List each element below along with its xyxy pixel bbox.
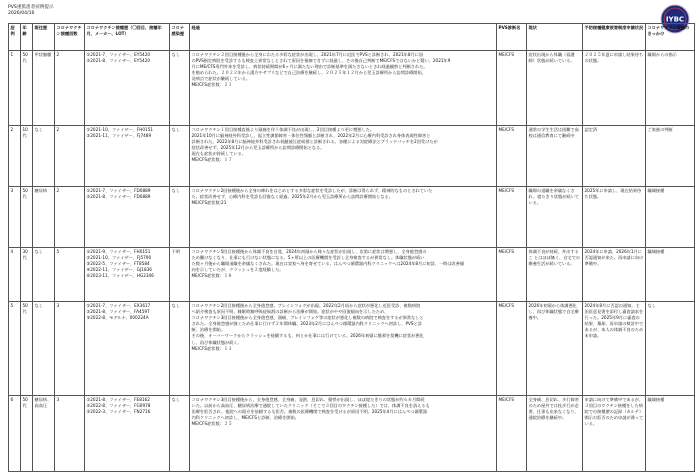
column-header: コロナワクチン接種回数 — [55, 24, 85, 51]
vaccination-history-cell-line: ①2021-7、ファイザー、EY5420 — [86, 52, 151, 57]
table-body — [9, 51, 695, 472]
vaccination-trigger-cell: 職域接種 — [646, 187, 695, 248]
column-header: 現状 — [527, 24, 583, 51]
relief-claim-status-cell: 申請に向けて準備中であるが、３回目のワクチン接種をした病院での接種歴の記録（カルテ）開示の拒否のため申請が滞っている。 — [583, 396, 646, 472]
medical-history-cell: 糖尿病、高血圧 — [33, 396, 55, 472]
clinical-course-cell — [190, 126, 497, 187]
document-date: 2026/04/16 — [8, 11, 35, 16]
clinical-course-cell — [190, 396, 497, 472]
infection-history-cell: なし — [170, 396, 190, 472]
relief-claim-status-cell: 2024年に申請、2026年1月に否認通知が来た。再申請に向け準備中。 — [583, 248, 646, 302]
vaccination-trigger-cell: ご家族の判断 — [646, 126, 695, 187]
clinical-course-cell-line: 現在も症状が持続している。 — [191, 151, 246, 157]
clinical-course-cell-line: コロナワクチン2回接種後から全身の痺れをはじめとする多彩な症状を受診したが、診断は得られず、精神的なものとされていた — [191, 188, 433, 193]
age-cell: 50代 — [21, 302, 33, 396]
clinical-course-cell-line: 症状改善せず、2025年12月から児玉診療所から訪問診療開始となる。 — [191, 145, 325, 151]
case-number-cell: 2 — [9, 126, 21, 187]
case-number-cell: 5 — [9, 302, 21, 396]
clinical-course-cell-line: コロナワクチン3回目接種後から全身倦怠感、頭痛、ブレインフォグ等の症状が悪化し複数の病院で検査をするが異常なしと — [191, 315, 424, 321]
clinical-course-cell-line: ME/CFS症状数：１７ — [191, 157, 233, 163]
relief-claim-status-cell: ２０２５年夏に申請し結果待ちの状態。 — [583, 51, 646, 126]
age-cell: 50代 — [21, 51, 33, 126]
document-title: PVS重篤患者症例提示 — [8, 5, 54, 10]
clinical-course-cell-line: ME/CFS症状数:21 — [191, 200, 227, 206]
vaccination-history-cell-line: ①2021-7、ファイザー、EX3617 — [86, 303, 151, 308]
clinical-course-cell-line: ME/CFS症状数：２５ — [191, 421, 233, 427]
table-row — [9, 396, 695, 472]
age-cell: 50代 — [21, 187, 33, 248]
case-number-cell: 1 — [9, 51, 21, 126]
pvs-diagnosis-cell: ME/CFS — [497, 396, 527, 472]
table-row — [9, 187, 695, 248]
vaccination-history-cell-line: ①2021-8、ファイザー、FE8162 — [86, 397, 150, 402]
vaccination-history-cell — [85, 302, 170, 396]
clinical-course-cell-line: 治療を拒否され、他院への紹介を依頼するも拒否。複数の医療機関で検査を受けるが原因不明。2025年4月にはんぺつ循環器 — [191, 409, 427, 415]
column-header: 症例 — [9, 24, 21, 51]
medical-history-cell: なし — [33, 248, 55, 302]
vaccination-trigger-cell: 職域接種 — [646, 396, 695, 472]
current-status-cell: 職場の退職を余儀なくされ、寝たきり状態が続いている。 — [527, 187, 583, 248]
clinical-course-cell-line: 月にME/CFS専門外来を受診し、病状持続期間が6ヶ月に満たない理由で診断基準を満たさないとされ経過観察と判断された。 — [191, 64, 428, 70]
vaccination-history-cell — [85, 248, 170, 302]
column-header: コロナワクチン接種歴（〇回目、接種年月、メーカー、LOT） — [85, 24, 170, 51]
case-number-cell: 4 — [9, 248, 21, 302]
case-number-cell: 6 — [9, 396, 21, 472]
column-header: 年齢 — [21, 24, 33, 51]
vaccination-history-cell-line: ②2022-8、ファイザー、FG0978 — [86, 403, 151, 409]
clinical-course-cell-line: コロナワクチン2回目接種後から全身倦怠感、ブレインフォグが出現。2022年2月頃から症状が悪化し近医受診、複数病院 — [191, 303, 421, 308]
relief-claim-status-cell: 認定済 — [583, 126, 646, 187]
column-header: 予防接種健康被害制度申請状況 — [583, 24, 646, 51]
clinical-course-cell — [190, 187, 497, 248]
vaccination-trigger-cell: 職域接種 — [646, 248, 695, 302]
current-status-cell: 全身痛、息切れ、歩行障害のため屋外では杖歩行が必要、仕事も出来なくなり、通院治療を継続中。 — [527, 396, 583, 472]
clinical-course-cell-line: 診断された。2022年8月に脳神経外科受診され低髄液圧症候群と診断される。各種による対症療法とブラッドパッチを2回受けたが — [191, 139, 438, 145]
vaccination-history-cell — [85, 126, 170, 187]
clinical-course-cell-line: コロナワクチン5回目接種後から体調不良を自覚、2024年初頭から様々な症状が出現し、次第に症状は増悪し、全身倦怠感の — [191, 249, 427, 254]
infection-history-cell: なし — [170, 51, 190, 126]
clinical-course-cell-line: ME/CFS症状数：１８ — [191, 273, 233, 279]
clinical-course-cell-line: ME/CFS症状数：２１ — [191, 82, 233, 88]
vaccination-history-cell-line: ②2021-8、ファイザー、FA4597 — [86, 309, 150, 315]
case-number-cell: 3 — [9, 187, 21, 248]
vaccination-trigger-cell: なし — [646, 302, 695, 396]
pvs-diagnosis-cell: ME/CFS — [497, 51, 527, 126]
vaccination-history-cell-line: ②2021-8、ファイザー、EY5420 — [86, 58, 151, 64]
pvs-diagnosis-cell: ME/CFS — [497, 302, 527, 396]
clinical-course-cell-line: へ紹介検査も原因不明、睡眠時無呼吸症候群の診断から治療が開始。症状がやや回復傾向を示したため、 — [191, 309, 389, 315]
clinical-course-cell-line: た数ヶ月後から職場退職を余儀なくされた。現在は実家へ身を寄せている。はんぺつ循環器内科クリニックへは2024年8月に初診、一時は改善傾 — [191, 261, 465, 267]
dose-count-cell: 2 — [55, 51, 85, 126]
infection-history-cell: 不明 — [170, 248, 190, 302]
vaccination-history-cell-line: ④2022-11、ファイザー、GJ1836 — [86, 267, 152, 273]
vaccination-history-cell-line: ⑤2023-11、ファイザー、HG2346 — [86, 273, 154, 279]
case-table — [8, 23, 695, 472]
pvs-diagnosis-cell: ME/CFS — [497, 248, 527, 302]
clinical-course-cell-line: のPVS指定病院を受診するも検査上異常なしとされて原因を指摘できずに経過し、その後自己判断でME/CFSではないかと疑い、2021年9 — [191, 58, 451, 64]
dose-count-cell: 2 — [55, 187, 85, 248]
age-cell: 10代 — [21, 126, 33, 187]
age-cell: 50代 — [21, 396, 33, 472]
vaccination-history-cell-line: ③2022-3、ファイザー、FN2716 — [86, 409, 151, 415]
infection-history-cell: なし — [170, 302, 190, 396]
table-header-row — [9, 24, 695, 51]
clinical-course-cell-line: た。症状改善せず、心療内科を受診も回復なく経過。2025年2月から児玉診療所から訪問診療開始となる。 — [191, 194, 393, 200]
age-cell: 30代 — [21, 248, 33, 302]
current-status-cell: 2026年初頭から体調悪化し、再び休職状態で自宅療養中。 — [527, 302, 583, 396]
clinical-course-cell-line: 発病点で症状が継続している。 — [191, 76, 251, 82]
clinical-course-cell-line: 断、治療を開始。 — [191, 327, 226, 333]
logo-text: IYBC — [665, 15, 685, 24]
column-header: コロナ感染歴 — [170, 24, 190, 51]
clinical-course-cell-line: コロナワクチン２回目接種後から全身にわたる多彩な症状が出現し、2021年7月に近医でPVSと診断され、2021年8月に国 — [191, 52, 424, 57]
vaccination-history-cell-line: ③2022-5、ファイザー、FT8584 — [86, 261, 150, 267]
clinical-course-cell-line: コロナワクチン3回目接種後から、全身倦怠感、全身痛、発熱、息切れ、動悸が出現し、ほぼ寝たきりの状態が約６カ月間続 — [191, 397, 425, 402]
dose-count-cell: 5 — [55, 248, 85, 302]
pvs-diagnosis-cell: ME/CFS — [497, 187, 527, 248]
clinical-course-cell-line: 向を示していたが、クラッシュを２度経験した。 — [191, 267, 284, 273]
vaccination-trigger-cell: 職場からの指示 — [646, 51, 695, 126]
clinical-course-cell-line: その後、オーバーワークからクラッシュを経験するも、何とか仕事には行けている。2026年初頭に風邪を契機に症状が悪化 — [191, 333, 424, 339]
infection-history-cell: なし — [170, 187, 190, 248]
table-row — [9, 126, 695, 187]
vaccination-history-cell-line: ②2021-8、ファイザー、FD0889 — [86, 194, 151, 200]
clinical-course-cell-line: 2021年10月に脳神経外科受診し、起立性調節障害・体位性頻脈と診断され、2022年2月に心療内科受診され身体表現性障害と — [191, 133, 431, 139]
vaccination-history-cell-line: ②2021-11、ファイザー、FJ7489 — [86, 133, 152, 139]
vaccination-history-cell — [85, 51, 170, 126]
clinical-course-cell-line: いた。以前から高血圧、糖尿病治療で通院していたクリニック（そこで３回目のワクチン接種した）では、体調不良を訴えるも — [191, 403, 430, 409]
vaccination-history-cell — [85, 187, 170, 248]
clinical-course-cell — [190, 302, 497, 396]
column-header: 経過 — [190, 24, 497, 51]
dose-count-cell: 3 — [55, 302, 85, 396]
column-header: コロナワクチン接種のきっかけ — [646, 24, 695, 51]
table-row — [9, 248, 695, 302]
clinical-course-cell-line: ME/CFS症状数：１３ — [191, 345, 233, 351]
vaccination-history-cell-line: ②2021-10、ファイザー、FJ5790 — [86, 255, 152, 261]
relief-claim-status-cell: 2024年8月に否認の通知。主治医意見書を添付し審査請求を行った。2025年9月に審査の結果、棄却。再申請の検討中であるが、本人の体調不良のため未申請。 — [583, 302, 646, 396]
dose-count-cell: 3 — [55, 396, 85, 472]
pvs-diagnosis-cell: ME/CFS — [497, 126, 527, 187]
clinical-course-cell-line: された。全身倦怠感が強くため仕事に行けず２年間休職。2023年2月にはんぺつ循環器内科クリニックへ初診し、PVSと診 — [191, 321, 422, 327]
infection-history-cell: なし — [170, 126, 190, 187]
clinical-course-cell-line: ため働けなくなり、仕事にも行けない状態になる。5ヶ所以上の医療機関を受診し全身検査するが異常なし。休職状態が続い — [191, 255, 425, 261]
document-header — [8, 5, 54, 17]
vaccination-history-cell-line: ①2021-9、ファイザー、FH0151 — [86, 249, 151, 254]
dose-count-cell: 2 — [55, 126, 85, 187]
clinical-course-cell — [190, 51, 497, 126]
relief-claim-status-cell: 2025年に申請し、現在結果待ち状態。 — [583, 187, 646, 248]
column-header: 既往歴 — [33, 24, 55, 51]
current-status-cell: 体調不良が持続、外出するこ とはほぼ無く、自宅での療養生活が続いている。 — [527, 248, 583, 302]
clinical-course-cell — [190, 248, 497, 302]
vaccination-history-cell-line: ①2021-7、ファイザー、FD0889 — [86, 188, 151, 193]
vaccination-history-cell-line: ③2022-8、モデルナ、000224A — [86, 315, 149, 321]
medical-history-cell: 甲状腺腫 — [33, 51, 55, 126]
vaccination-history-cell — [85, 396, 170, 472]
vaccination-history-cell-line: ①2021-10、ファイザー、FH0151 — [86, 127, 154, 132]
clinical-course-cell-line: 内科クリニックへ初診し、ME/CFSと診断、治療を開始。 — [191, 415, 299, 421]
clinical-course-cell-line: し、再び休職状態が続く。 — [191, 339, 242, 345]
current-status-cell: 症状出現から休職（看護師）状態が続いている。 — [527, 51, 583, 126]
clinical-course-cell-line: コロナワクチン１回目接種直後より頭痛を伴う体調不良が出現し、2回目接種より更に増悪した。 — [191, 127, 375, 132]
table-row — [9, 302, 695, 396]
clinical-course-cell-line: を勧められた。２０２２年から漢方やサプリなどで自己治療を継続し、２０２５年１２月から児玉診療所から訪問診療開始。 — [191, 70, 426, 76]
medical-history-cell: なし — [33, 126, 55, 187]
column-header: PVS診断名 — [497, 24, 527, 51]
medical-history-cell: 糖尿病 — [33, 187, 55, 248]
current-status-cell: 通常の学生生活は困難で高校は通信教育にて継続中 — [527, 126, 583, 187]
table-row — [9, 51, 695, 126]
medical-history-cell: なし — [33, 302, 55, 396]
